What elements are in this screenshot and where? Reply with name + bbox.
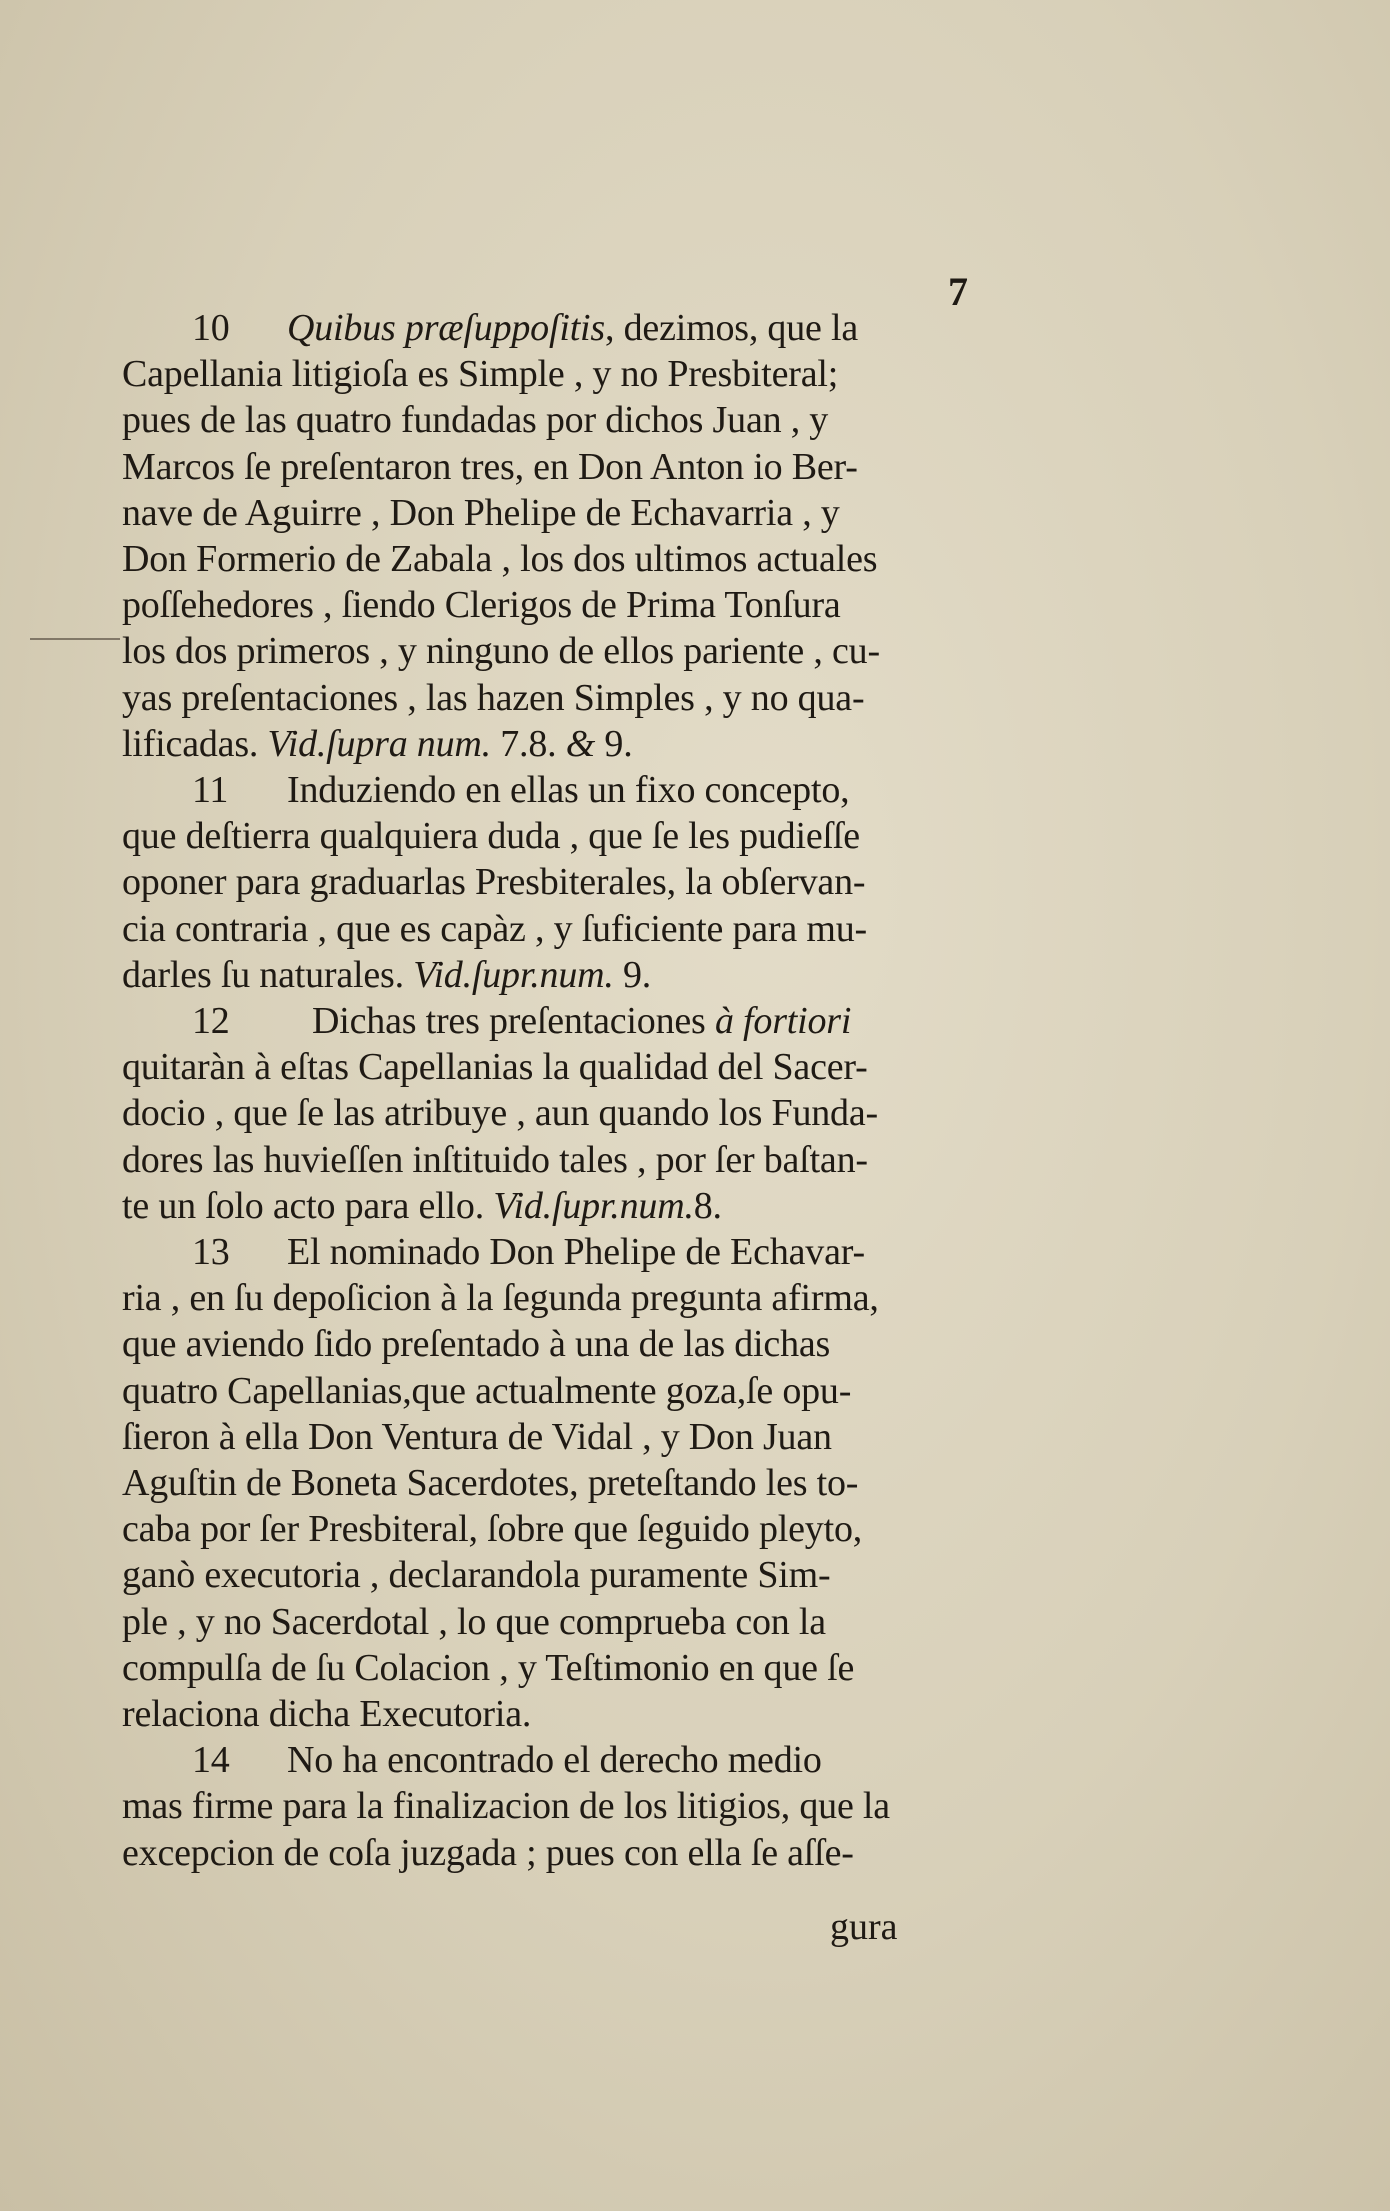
text-line — [122, 397, 828, 443]
text-line — [122, 1183, 722, 1229]
text-line — [122, 1137, 868, 1183]
italic-text: Vid.ſupr.num. — [493, 1184, 694, 1227]
text-run: oponer para graduarlas Presbiterales, la obſervan- — [122, 861, 866, 904]
text-line — [122, 1645, 854, 1691]
text-run: Don Formerio de Zabala , los dos ultimos actuales — [122, 538, 878, 580]
text-line — [122, 536, 877, 582]
text-run: los dos primeros , y ninguno de ellos pariente , cu- — [122, 630, 880, 673]
text-run: Marcos ſe preſentaron tres, en Don Anton io Ber- — [122, 445, 858, 488]
text-line — [122, 859, 865, 905]
text-run: cia contraria , que es capàz , y ſuficiente para mu- — [122, 907, 867, 950]
text-line — [122, 952, 651, 998]
text-line — [122, 444, 858, 490]
text-run: excepcion de coſa juzgada ; pues con ella ſe aſſe- — [122, 1831, 854, 1874]
text-run: ganò executoria , declarandola puramente Sim- — [122, 1554, 831, 1597]
text-run: caba por ſer Presbiteral, ſobre que ſeguido pleyto, — [122, 1508, 863, 1551]
text-line — [122, 1737, 822, 1783]
folio-number: 7 — [948, 269, 968, 314]
text-run: 9. — [595, 722, 633, 765]
text-line — [122, 1460, 858, 1506]
text-run: lificadas. — [122, 722, 268, 765]
paragraph-number: 12 — [192, 1000, 230, 1042]
text-run: Induziendo en ellas un fixo concepto, — [287, 769, 850, 811]
text-line — [122, 305, 858, 351]
text-run: que aviendo ſido preſentado à una de las dichas — [122, 1323, 831, 1366]
text-run: darles ſu naturales. — [122, 953, 414, 996]
text-line — [122, 767, 849, 813]
text-line — [122, 351, 838, 397]
catchword: gura — [830, 1906, 898, 1948]
text-run: 7.8. — [490, 722, 566, 765]
text-run: 9. — [613, 953, 652, 996]
text-run: relaciona dicha Executoria. — [122, 1693, 532, 1735]
text-run: nave de Aguirre , Don Phelipe de Echavarria , y — [122, 491, 840, 534]
text-run: quatro Capellanias,que actualmente goza,ſe opu- — [122, 1369, 852, 1412]
text-line — [122, 628, 880, 674]
text-run: quitaràn à eſtas Capellanias la qualidad del Sacer- — [122, 1046, 868, 1089]
margin-rule — [30, 638, 120, 640]
paragraph-number: 13 — [192, 1231, 230, 1273]
text-run: No ha encontrado el derecho medio — [287, 1739, 822, 1782]
text-line — [122, 1506, 862, 1552]
text-run: El nominado Don Phelipe de Echavar- — [287, 1231, 865, 1273]
text-line — [122, 1090, 878, 1136]
italic-text: Quibus præſuppoſitis — [287, 307, 605, 349]
italic-text: à fortiori — [714, 1000, 852, 1042]
text-run: Dichas tres preſentaciones — [312, 1000, 715, 1042]
text-run: compulſa de ſu Colacion , y Teſtimonio en que ſe — [122, 1646, 855, 1689]
text-line — [122, 675, 864, 721]
text-line — [122, 582, 841, 628]
text-run: Capellania litigioſa es Simple , y no Presbiteral; — [122, 353, 839, 396]
italic-text: & — [565, 722, 596, 765]
paragraph-number: 10 — [192, 307, 230, 349]
text-line — [122, 1830, 854, 1876]
text-line — [122, 1229, 865, 1275]
text-line — [122, 906, 867, 952]
text-line — [122, 721, 633, 767]
text-line — [122, 1275, 879, 1321]
text-run: yas preſentaciones , las hazen Simples , y no qua- — [122, 676, 865, 719]
text-line — [122, 1044, 868, 1090]
text-run: que deſtierra qualquiera duda , que ſe les pudieſſe — [122, 815, 860, 858]
text-line — [122, 1783, 890, 1829]
text-run: ria , en ſu depoſicion à la ſegunda pregunta afirma, — [122, 1277, 879, 1320]
text-line — [122, 1552, 830, 1598]
text-run: mas firme para la finalizacion de los litigios, que la — [122, 1785, 890, 1828]
italic-text: Vid.ſupra num. — [267, 722, 491, 765]
text-run: dores las huvieſſen inſtituido tales , por ſer baſtan- — [122, 1138, 868, 1181]
text-line — [122, 1368, 851, 1414]
italic-text: Vid.ſupr.num. — [413, 953, 614, 996]
text-line — [122, 1414, 832, 1460]
text-line — [122, 1599, 826, 1645]
text-run: ſieron à ella Don Ventura de Vidal , y Don Juan — [122, 1415, 832, 1458]
paragraph-number: 14 — [192, 1739, 230, 1782]
text-run: 8. — [693, 1184, 722, 1227]
text-run: ple , y no Sacerdotal , lo que comprueba con la — [122, 1600, 826, 1643]
text-line — [122, 490, 840, 536]
text-run: , dezimos, que la — [605, 307, 859, 349]
text-line — [122, 1691, 531, 1737]
text-line — [122, 1321, 830, 1367]
text-run: pues de las quatro fundadas por dichos Juan , y — [122, 399, 829, 442]
text-line — [122, 998, 851, 1044]
paragraph-number: 11 — [192, 769, 229, 811]
text-line — [122, 813, 860, 859]
text-run: docio , que ſe las atribuye , aun quando los Funda- — [122, 1092, 878, 1135]
text-run: Aguſtin de Boneta Sacerdotes, preteſtando les to- — [122, 1462, 859, 1504]
text-run: poſſehedores , ſiendo Clerigos de Prima Tonſura — [122, 584, 841, 627]
text-run: te un ſolo acto para ello. — [122, 1184, 494, 1227]
